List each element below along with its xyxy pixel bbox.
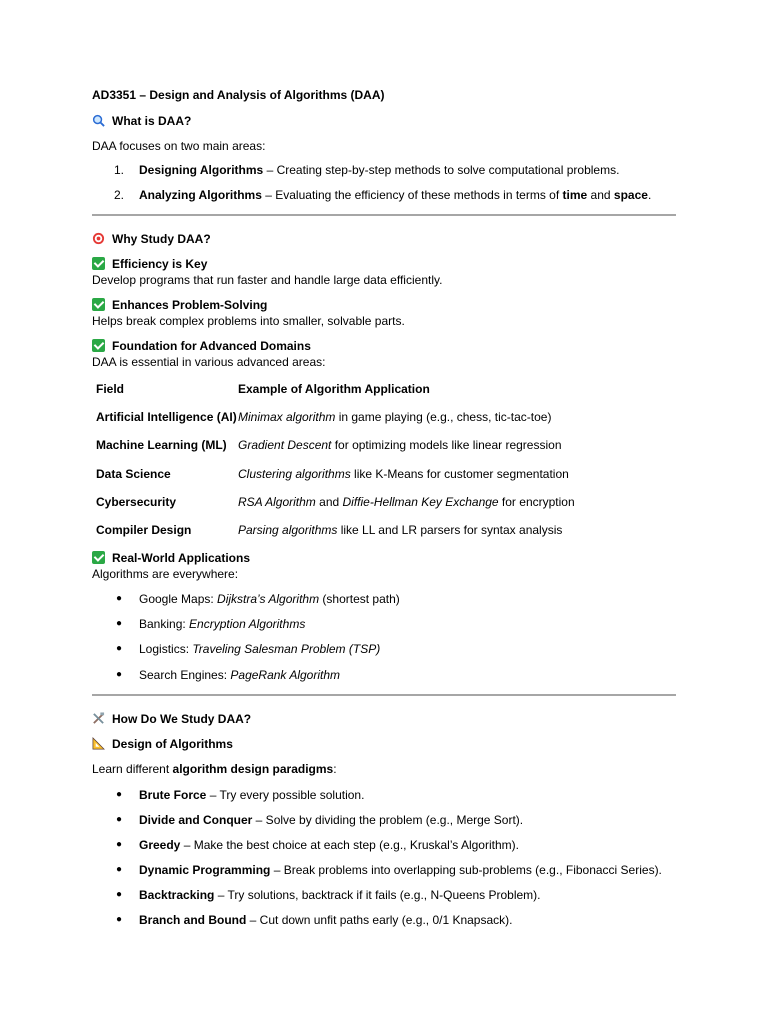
what-heading: What is DAA? — [92, 114, 191, 128]
list-item: Analyzing Algorithms – Evaluating the efficiency of these methods in terms of time and space. — [139, 188, 652, 202]
why-point-desc: Helps break complex problems into smaller, solvable parts. — [92, 314, 405, 328]
list-item: Dynamic Programming – Break problems into overlapping sub-problems (e.g., Fibonacci Series). — [139, 863, 662, 877]
why-heading: Why Study DAA? — [92, 232, 211, 246]
why-point-title: Efficiency is Key — [92, 257, 207, 271]
why-point-title: Foundation for Advanced Domains — [92, 339, 311, 353]
table-cell-example: Clustering algorithms like K-Means for customer segmentation — [238, 467, 569, 481]
list-item: Banking: Encryption Algorithms — [139, 617, 306, 631]
list-item: Divide and Conquer – Solve by dividing the problem (e.g., Merge Sort). — [139, 813, 524, 827]
table-cell-example: Minimax algorithm in game playing (e.g., chess, tic-tac-toe) — [238, 410, 552, 424]
table-cell-example: RSA Algorithm and Diffie-Hellman Key Exchange for encryption — [238, 495, 575, 509]
table-cell-field: Artificial Intelligence (AI) — [96, 410, 237, 424]
bullet: ● — [116, 669, 123, 680]
why-point-desc: DAA is essential in various advanced areas: — [92, 355, 326, 369]
bullet: ● — [116, 643, 123, 654]
check-icon — [92, 298, 105, 311]
table-cell-example: Parsing algorithms like LL and LR parsers for syntax analysis — [238, 523, 563, 537]
document-title: AD3351 – Design and Analysis of Algorithms (DAA) — [92, 88, 385, 102]
tools-icon — [92, 712, 105, 725]
table-cell-example: Gradient Descent for optimizing models like linear regression — [238, 438, 562, 452]
why-point-title: Enhances Problem-Solving — [92, 298, 267, 312]
bullet: ● — [116, 839, 123, 850]
bullet: ● — [116, 789, 123, 800]
list-item: Search Engines: PageRank Algorithm — [139, 668, 341, 682]
divider — [92, 694, 676, 696]
what-intro: DAA focuses on two main areas: — [92, 139, 266, 153]
bullet: ● — [116, 618, 123, 629]
list-item: Google Maps: Dijkstra’s Algorithm (shortest path) — [139, 592, 400, 606]
list-item: Brute Force – Try every possible solution. — [139, 788, 365, 802]
how-heading: How Do We Study DAA? — [92, 712, 251, 726]
list-item: Greedy – Make the best choice at each step (e.g., Kruskal’s Algorithm). — [139, 838, 519, 852]
table-cell-field: Compiler Design — [96, 523, 192, 537]
list-item: Designing Algorithms – Creating step-by-step methods to solve computational problems. — [139, 163, 620, 177]
triangle-ruler-icon — [92, 737, 105, 750]
design-subheading: Design of Algorithms — [92, 737, 233, 751]
why-point-desc: Develop programs that run faster and handle large data efficiently. — [92, 273, 443, 287]
list-number: 1. — [113, 163, 124, 177]
target-icon — [92, 232, 105, 245]
magnifier-icon — [92, 114, 105, 127]
bullet: ● — [116, 864, 123, 875]
table-cell-field: Data Science — [96, 467, 171, 481]
list-item: Branch and Bound – Cut down unfit paths early (e.g., 0/1 Knapsack). — [139, 913, 513, 927]
table-header-example: Example of Algorithm Application — [238, 382, 430, 396]
table-header-field: Field — [96, 382, 125, 396]
check-icon — [92, 257, 105, 270]
list-item: Backtracking – Try solutions, backtrack if it fails (e.g., N-Queens Problem). — [139, 888, 541, 902]
bullet: ● — [116, 914, 123, 925]
real-world-desc: Algorithms are everywhere: — [92, 567, 239, 581]
bullet: ● — [116, 889, 123, 900]
how-intro: Learn different algorithm design paradigms: — [92, 762, 337, 776]
divider — [92, 214, 676, 216]
check-icon — [92, 339, 105, 352]
table-cell-field: Cybersecurity — [96, 495, 177, 509]
check-icon — [92, 551, 105, 564]
bullet: ● — [116, 593, 123, 604]
bullet: ● — [116, 814, 123, 825]
real-world-title: Real-World Applications — [92, 551, 250, 565]
list-number: 2. — [113, 188, 124, 202]
table-cell-field: Machine Learning (ML) — [96, 438, 227, 452]
list-item: Logistics: Traveling Salesman Problem (TSP) — [139, 642, 381, 656]
